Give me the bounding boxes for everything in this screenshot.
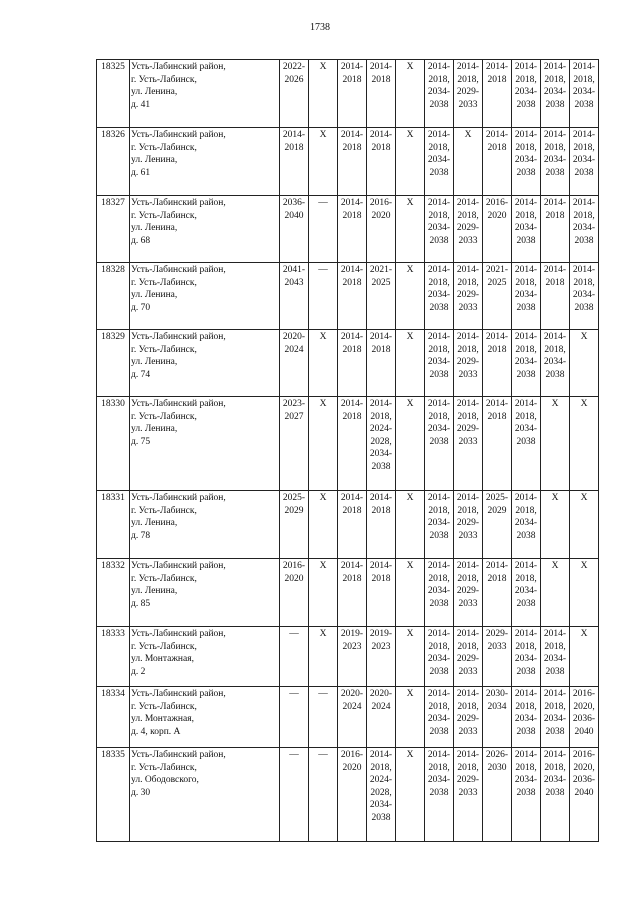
term-cell: X <box>309 397 338 491</box>
register-table <box>96 59 599 842</box>
term-cell: 2036- 2040 <box>280 196 309 263</box>
term-cell: 2014- 2018, 2029- 2033 <box>454 196 483 263</box>
term-cell: 2014- 2018, 2029- 2033 <box>454 330 483 397</box>
address-line: г. Усть-Лабинск, <box>131 573 197 584</box>
term-cell: X <box>309 627 338 687</box>
term-cell: 2014- 2018, 2034- 2038 <box>512 559 541 627</box>
term-cell: 2014- 2018 <box>367 491 396 559</box>
term-cell: 2014- 2018, 2034- 2038 <box>512 128 541 196</box>
term-cell: — <box>280 687 309 748</box>
term-cell: X <box>541 491 570 559</box>
term-cell: 2014- 2018, 2034- 2038 <box>512 397 541 491</box>
address-cell <box>130 491 280 559</box>
term-cell: 2014- 2018, 2034- 2038 <box>541 627 570 687</box>
table-row <box>97 559 599 627</box>
address-line: г. Усть-Лабинск, <box>131 210 197 221</box>
term-cell: — <box>280 748 309 842</box>
term-cell: 2016- 2020 <box>483 196 512 263</box>
term-cell: 2014- 2018 <box>483 330 512 397</box>
address-cell <box>130 128 280 196</box>
record-number: 18335 <box>97 748 130 842</box>
term-cell: 2014- 2018 <box>338 196 367 263</box>
term-cell: 2014- 2018 <box>367 559 396 627</box>
term-cell: 2014- 2018, 2034- 2038 <box>425 128 454 196</box>
term-cell: — <box>309 196 338 263</box>
address-cell <box>130 397 280 491</box>
term-cell: — <box>309 687 338 748</box>
term-cell: 2016- 2020, 2036- 2040 <box>570 748 599 842</box>
term-cell: 2014- 2018 <box>483 128 512 196</box>
term-cell: 2014- 2018 <box>367 330 396 397</box>
term-cell: 2014- 2018, 2034- 2038 <box>425 397 454 491</box>
term-cell: 2014- 2018, 2029- 2033 <box>454 263 483 330</box>
address-line: д. 4, корп. А <box>131 726 181 737</box>
term-cell: 2014- 2018, 2029- 2033 <box>454 748 483 842</box>
address-line: Усть-Лабинский район, <box>131 629 226 639</box>
address-line: г. Усть-Лабинск, <box>131 505 197 516</box>
address-line: д. 2 <box>131 666 146 677</box>
table-row <box>97 128 599 196</box>
term-cell: X <box>396 263 425 330</box>
term-cell: 2014- 2018, 2034- 2038 <box>512 748 541 842</box>
address-line: г. Усть-Лабинск, <box>131 641 197 652</box>
term-cell: X <box>396 491 425 559</box>
term-cell: 2014- 2018 <box>338 128 367 196</box>
term-cell: X <box>309 60 338 128</box>
term-cell: 2014- 2018 <box>541 196 570 263</box>
address-line: ул. Монтажная, <box>131 654 194 664</box>
term-cell: 2014- 2018, 2034- 2038 <box>512 60 541 128</box>
term-cell: 2014- 2018, 2029- 2033 <box>454 627 483 687</box>
term-cell: X <box>570 397 599 491</box>
term-cell: X <box>396 196 425 263</box>
address-line: д. 70 <box>131 302 151 313</box>
address-line: Усть-Лабинский район, <box>131 561 226 571</box>
term-cell: X <box>396 330 425 397</box>
term-cell: 2016- 2020 <box>367 196 396 263</box>
address-line: Усть-Лабинский район, <box>131 198 226 208</box>
term-cell: 2014- 2018 <box>338 330 367 397</box>
term-cell: X <box>541 559 570 627</box>
record-number: 18333 <box>97 627 130 687</box>
term-cell: X <box>396 559 425 627</box>
term-cell: 2014- 2018, 2034- 2038 <box>512 687 541 748</box>
term-cell: 2029- 2033 <box>483 627 512 687</box>
address-cell <box>130 60 280 128</box>
term-cell: 2016- 2020 <box>338 748 367 842</box>
record-number: 18326 <box>97 128 130 196</box>
term-cell: 2014- 2018 <box>483 60 512 128</box>
term-cell: 2014- 2018, 2034- 2038 <box>425 330 454 397</box>
term-cell: 2014- 2018, 2024- 2028, 2034- 2038 <box>367 397 396 491</box>
term-cell: X <box>396 60 425 128</box>
term-cell: 2014- 2018 <box>280 128 309 196</box>
term-cell: X <box>541 397 570 491</box>
address-line: ул. Ободовского, <box>131 775 199 785</box>
address-line: г. Усть-Лабинск, <box>131 411 197 422</box>
address-line: ул. Ленина, <box>131 586 178 596</box>
term-cell: 2014- 2018, 2034- 2038 <box>512 196 541 263</box>
address-cell <box>130 748 280 842</box>
term-cell: 2022- 2026 <box>280 60 309 128</box>
term-cell: X <box>570 559 599 627</box>
address-line: д. 85 <box>131 598 151 609</box>
address-line: ул. Ленина, <box>131 223 178 233</box>
address-cell <box>130 263 280 330</box>
term-cell: 2014- 2018, 2029- 2033 <box>454 491 483 559</box>
address-line: Усть-Лабинский район, <box>131 265 226 275</box>
term-cell: 2014- 2018, 2034- 2038 <box>512 491 541 559</box>
page-number: 1738 <box>310 22 330 33</box>
address-line: Усть-Лабинский район, <box>131 750 226 760</box>
address-line: г. Усть-Лабинск, <box>131 142 197 153</box>
term-cell: 2014- 2018, 2034- 2038 <box>541 687 570 748</box>
address-line: ул. Ленина, <box>131 518 178 528</box>
address-line: Усть-Лабинский район, <box>131 62 226 72</box>
address-line: г. Усть-Лабинск, <box>131 701 197 712</box>
term-cell: 2025- 2029 <box>280 491 309 559</box>
address-line: Усть-Лабинский район, <box>131 130 226 140</box>
term-cell: 2019- 2023 <box>367 627 396 687</box>
term-cell: 2025- 2029 <box>483 491 512 559</box>
record-number: 18325 <box>97 60 130 128</box>
address-line: ул. Монтажная, <box>131 714 194 724</box>
term-cell: 2014- 2018, 2034- 2038 <box>570 263 599 330</box>
term-cell: X <box>570 330 599 397</box>
address-line: д. 74 <box>131 369 151 380</box>
term-cell: 2014- 2018 <box>367 60 396 128</box>
address-line: Усть-Лабинский район, <box>131 689 226 699</box>
term-cell: 2020- 2024 <box>367 687 396 748</box>
term-cell: 2014- 2018 <box>541 263 570 330</box>
address-line: Усть-Лабинский район, <box>131 493 226 503</box>
term-cell: 2014- 2018, 2034- 2038 <box>570 196 599 263</box>
address-line: д. 41 <box>131 99 151 110</box>
record-number: 18334 <box>97 687 130 748</box>
term-cell: 2016- 2020 <box>280 559 309 627</box>
term-cell: 2014- 2018, 2029- 2033 <box>454 60 483 128</box>
term-cell: X <box>309 128 338 196</box>
term-cell: 2016- 2020, 2036- 2040 <box>570 687 599 748</box>
term-cell: 2014- 2018, 2029- 2033 <box>454 687 483 748</box>
term-cell: — <box>309 748 338 842</box>
term-cell: X <box>570 627 599 687</box>
address-line: ул. Ленина, <box>131 357 178 367</box>
address-cell <box>130 196 280 263</box>
term-cell: X <box>396 627 425 687</box>
term-cell: 2014- 2018, 2034- 2038 <box>425 60 454 128</box>
term-cell: 2021- 2025 <box>483 263 512 330</box>
address-line: ул. Ленина, <box>131 290 178 300</box>
address-line: Усть-Лабинский район, <box>131 332 226 342</box>
address-line: ул. Ленина, <box>131 87 178 97</box>
term-cell: 2021- 2025 <box>367 263 396 330</box>
address-line: д. 78 <box>131 530 151 541</box>
table-row <box>97 748 599 842</box>
record-number: 18332 <box>97 559 130 627</box>
address-line: д. 75 <box>131 436 151 447</box>
record-number: 18330 <box>97 397 130 491</box>
term-cell: 2014- 2018, 2034- 2038 <box>570 60 599 128</box>
address-line: г. Усть-Лабинск, <box>131 74 197 85</box>
term-cell: 2014- 2018, 2034- 2038 <box>425 491 454 559</box>
term-cell: — <box>280 627 309 687</box>
term-cell: — <box>309 263 338 330</box>
table-row <box>97 60 599 128</box>
term-cell: 2014- 2018 <box>367 128 396 196</box>
term-cell: 2014- 2018, 2034- 2038 <box>570 128 599 196</box>
term-cell: 2014- 2018, 2034- 2038 <box>512 627 541 687</box>
term-cell: 2014- 2018, 2029- 2033 <box>454 559 483 627</box>
table-body <box>97 60 599 842</box>
term-cell: 2014- 2018, 2034- 2038 <box>425 263 454 330</box>
term-cell: 2014- 2018 <box>338 397 367 491</box>
term-cell: X <box>396 748 425 842</box>
term-cell: 2014- 2018, 2034- 2038 <box>425 748 454 842</box>
table-row <box>97 397 599 491</box>
table-row <box>97 687 599 748</box>
address-cell <box>130 330 280 397</box>
address-line: г. Усть-Лабинск, <box>131 762 197 773</box>
term-cell: 2014- 2018, 2034- 2038 <box>541 330 570 397</box>
address-line: ул. Ленина, <box>131 155 178 165</box>
table-row <box>97 263 599 330</box>
term-cell: 2014- 2018 <box>483 397 512 491</box>
term-cell: 2014- 2018, 2034- 2038 <box>512 263 541 330</box>
address-line: Усть-Лабинский район, <box>131 399 226 409</box>
address-line: ул. Ленина, <box>131 424 178 434</box>
address-line: д. 30 <box>131 787 151 798</box>
term-cell: 2014- 2018 <box>338 491 367 559</box>
table-row <box>97 196 599 263</box>
address-line: д. 68 <box>131 235 151 246</box>
term-cell: 2023- 2027 <box>280 397 309 491</box>
term-cell: 2014- 2018 <box>483 559 512 627</box>
term-cell: 2014- 2018, 2034- 2038 <box>512 330 541 397</box>
table-row <box>97 627 599 687</box>
table-row <box>97 491 599 559</box>
address-line: г. Усть-Лабинск, <box>131 277 197 288</box>
term-cell: 2014- 2018 <box>338 60 367 128</box>
term-cell: 2026- 2030 <box>483 748 512 842</box>
term-cell: 2014- 2018, 2034- 2038 <box>425 196 454 263</box>
term-cell: 2014- 2018 <box>338 263 367 330</box>
record-number: 18331 <box>97 491 130 559</box>
term-cell: 2020- 2024 <box>280 330 309 397</box>
term-cell: X <box>309 491 338 559</box>
term-cell: 2041- 2043 <box>280 263 309 330</box>
term-cell: X <box>570 491 599 559</box>
term-cell: 2030- 2034 <box>483 687 512 748</box>
address-cell <box>130 559 280 627</box>
term-cell: 2014- 2018 <box>338 559 367 627</box>
term-cell: X <box>309 330 338 397</box>
term-cell: 2014- 2018, 2034- 2038 <box>541 60 570 128</box>
address-cell <box>130 687 280 748</box>
term-cell: 2014- 2018, 2029- 2033 <box>454 397 483 491</box>
term-cell: 2014- 2018, 2034- 2038 <box>425 559 454 627</box>
record-number: 18327 <box>97 196 130 263</box>
record-number: 18329 <box>97 330 130 397</box>
address-line: г. Усть-Лабинск, <box>131 344 197 355</box>
table-row <box>97 330 599 397</box>
record-number: 18328 <box>97 263 130 330</box>
term-cell: 2019- 2023 <box>338 627 367 687</box>
term-cell: X <box>454 128 483 196</box>
address-cell <box>130 627 280 687</box>
term-cell: X <box>396 397 425 491</box>
term-cell: 2020- 2024 <box>338 687 367 748</box>
term-cell: 2014- 2018, 2034- 2038 <box>425 687 454 748</box>
term-cell: X <box>309 559 338 627</box>
term-cell: 2014- 2018, 2034- 2038 <box>541 128 570 196</box>
term-cell: 2014- 2018, 2034- 2038 <box>541 748 570 842</box>
term-cell: 2014- 2018, 2024- 2028, 2034- 2038 <box>367 748 396 842</box>
term-cell: X <box>396 687 425 748</box>
address-line: д. 61 <box>131 167 151 178</box>
term-cell: 2014- 2018, 2034- 2038 <box>425 627 454 687</box>
term-cell: X <box>396 128 425 196</box>
